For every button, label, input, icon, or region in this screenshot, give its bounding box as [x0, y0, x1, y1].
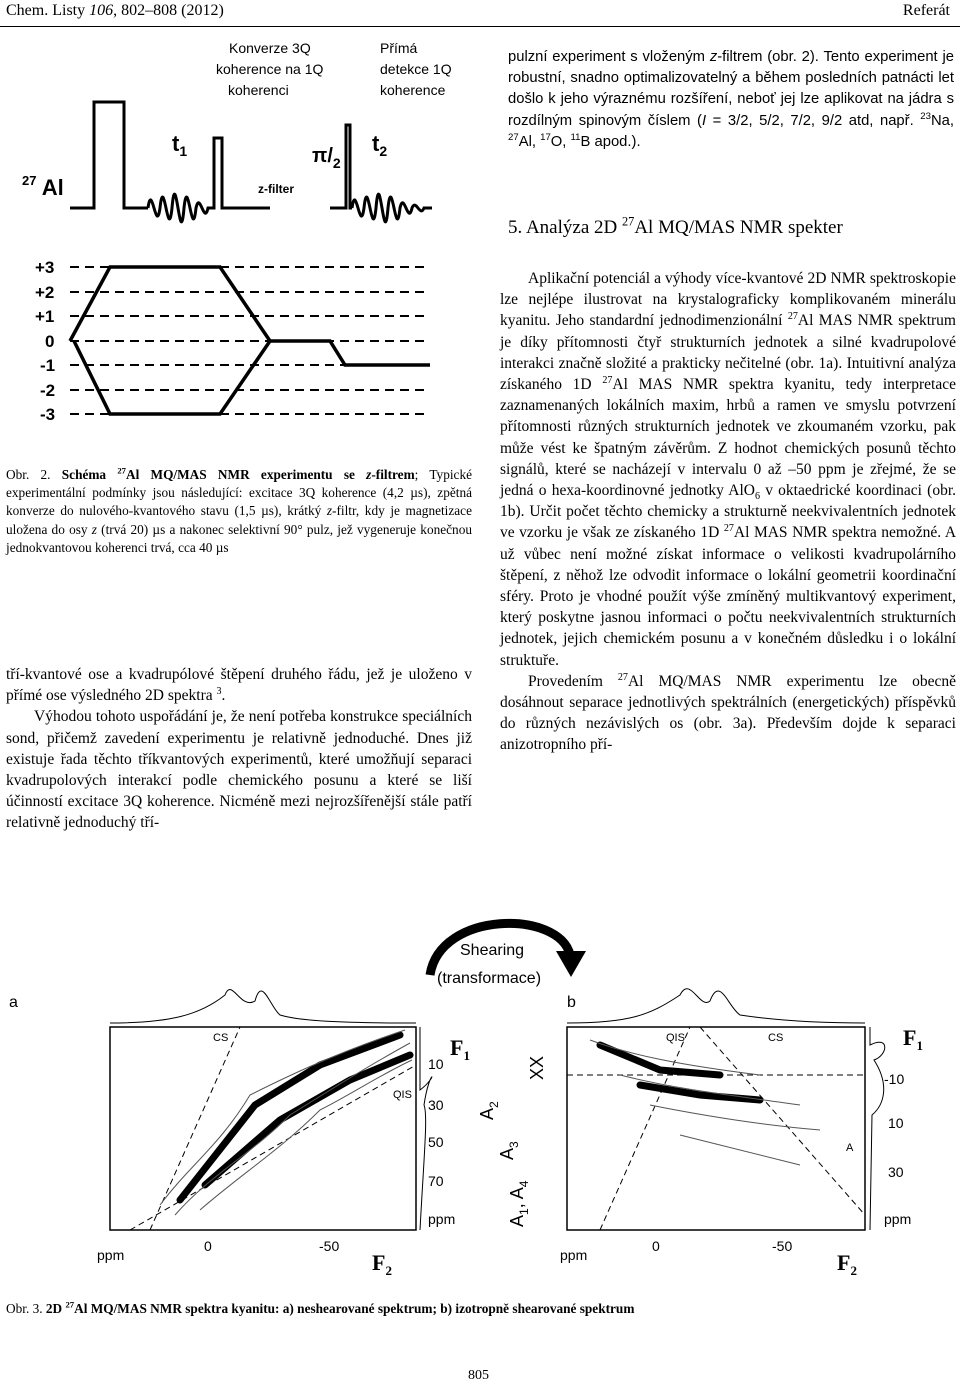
level-0: 0	[45, 332, 55, 351]
panel-b-tick-0: 0	[652, 1238, 660, 1254]
left-paragraph-2: Výhodou tohoto uspořádání je, že není potřeba konstrukce speciálních sond, přičemž zavedení experimentu je relativně jednoduché. Dnes již existuje řada těchto tříkvantových experimentů, které umožňují separaci kvadrupolových interakcí podle chemického posunu a které se liší účinností excitace 3Q koherence. Nicméně mezi nejrozšířenější stále patří relativně jednoduchý tří-	[6, 708, 472, 832]
panel-b-tick-m50: -50	[772, 1238, 793, 1254]
level-plus2: +2	[35, 283, 55, 302]
figure-2-caption: Obr. 2. Schéma $^{27}$Al MQ/MAS NMR experimentu se z-filtrem; Typické experimentální podmínky jsou následující: excitace 3Q koherence (4,2 µs), zpětná konverze do nulového-kvantového stavu (1,5 µs), krátký z-filtr, kdy je magnetizace uložena do osy z (trvá 20) µs a nakonec selektivní 90° pulz, jež vygeneruje konečnou jednokvantovou koherenci trvá, cca 40 µs	[6, 465, 473, 555]
panel-a-label: a	[9, 994, 18, 1011]
panel-a-tick-50: 50	[428, 1134, 444, 1150]
panel-a-tick-10: 10	[428, 1056, 444, 1072]
t1-label: $t_1$	[172, 131, 188, 159]
label-a3: $A_3$	[497, 1141, 521, 1160]
det-label-2: detekce 1Q	[380, 61, 452, 77]
panel-b-ppm-right: ppm	[884, 1211, 912, 1227]
right-column-body	[500, 268, 956, 756]
panel-a-ppm-right: ppm	[428, 1211, 456, 1227]
arrow-head	[556, 951, 586, 977]
panel-a-frame	[110, 1027, 416, 1230]
left-column-text	[6, 664, 472, 834]
level-minus3: -3	[40, 405, 56, 424]
panel-b-cs: CS	[768, 1032, 784, 1044]
conv-label-1: Konverze 3Q	[229, 40, 311, 56]
panel-b-f1: $F_1$	[903, 1025, 923, 1053]
t2-label: $t_2$	[372, 131, 388, 159]
section-label: Referát	[902, 2, 950, 19]
level-plus1: +1	[35, 307, 55, 326]
det-label-3: koherence	[380, 82, 446, 98]
level-minus2: -2	[40, 381, 56, 400]
panel-b-label: b	[567, 994, 576, 1011]
label-a1-a4: $A_1$, $A_4$	[507, 1180, 531, 1227]
panel-a-f2: $F_2$	[372, 1250, 392, 1278]
level-minus1: -1	[40, 356, 56, 375]
panel-b-frame	[567, 1027, 865, 1230]
panel-b-f1-projection	[870, 1027, 885, 1230]
panel-b-ppm-bottom: ppm	[560, 1247, 588, 1263]
left-paragraph-1: tří-kvantové ose a kvadrupólové štěpení druhého řádu, jež je uloženo v přímé ose výsledného 2D spektra $^3$.	[6, 666, 472, 705]
conv-label-3: koherenci	[228, 82, 289, 98]
panel-a-f2-projection	[110, 990, 416, 1023]
conv-label-2: koherence na 1Q	[216, 61, 324, 77]
panel-a-qis: QIS	[393, 1089, 412, 1101]
panel-b-tick-m10: -10	[884, 1071, 905, 1087]
panel-a-ppm-bottom: ppm	[97, 1247, 125, 1263]
panel-b-tick-30: 30	[888, 1164, 904, 1180]
figure-2-pulse-sequence	[0, 30, 480, 460]
panel-b-qis: QIS	[666, 1032, 685, 1044]
panel-a-cs: CS	[213, 1032, 229, 1044]
panel-a-tick-70: 70	[428, 1173, 444, 1189]
shearing-label: Shearing	[460, 942, 525, 959]
right-paragraph-1: Aplikační potenciál a výhody více-kvantové 2D NMR spektroskopie lze nejlépe ilustrovat na krystalograficky komplikovaném minerálu kyanitu. Jeho standardní jednodimenzionální $^{27}$Al MAS NMR spektrum je díky přítomnosti čtyř strukturních jednotek a silné kvadrupolové interakci značně složité a prakticky nečitelné (obr. 1a). Intuitivní analýza získaného 1D $^{27}$Al MAS NMR spektra kyanitu, tedy interpretace zaznamenaných lokálních maxim, hrbů a ramen ve smyslu potvrzení přítomnosti různých strukturních jednotek ve zkoumaném vzorku, pak může vést ke špatným závěrům. Z hodnot chemických posunů těchto signálů, které se nacházejí v intervalu 0 až –50 ppm je zřejmé, že se jedná o hexa-koordinovné jednotky AlO$_6$ v oktaedrické koordinaci (obr. 1b). Určit počet těchto chemicky a strukturně neekvivalentních jednotek ve vzorku je však ze získaného 1D $^{27}$Al MAS NMR spektra nemožné. A už vůbec není možné získat informace o velikosti kvadrupolárního štěpení, z něhož lze odvodit informace o lokální geometrii koordinační sféry. Proto je vhodné použít výše zmíněný multikvantový experiment, který poskytne jasnou informaci o počtu neekvivalentních strukturních jednotek, jejich chemickém posunu a v konečném důsledku i o lokální struktuře.	[500, 270, 957, 669]
nucleus-label: $^{27}$ Al	[22, 173, 64, 200]
figure-3-spectra	[0, 915, 960, 1295]
panel-a-tick-m50: -50	[319, 1238, 340, 1254]
page-header	[0, 0, 960, 27]
label-xx: XX	[527, 1055, 547, 1080]
label-a2: $A_2$	[477, 1101, 501, 1120]
journal-citation: Chem. Listy 106, 802–808 (2012)	[6, 2, 224, 19]
panel-a-tick-0: 0	[204, 1238, 212, 1254]
panel-a-f1: $F_1$	[450, 1035, 470, 1063]
page-number: 805	[468, 1368, 489, 1383]
det-label-1: Přímá	[380, 40, 418, 56]
section-heading: 5. Analýza 2D $^{27}$Al MQ/MAS NMR spekter	[508, 214, 843, 238]
panel-b-f2: $F_2$	[837, 1250, 857, 1278]
panel-b-A: A	[846, 1142, 854, 1154]
level-plus3: +3	[35, 258, 55, 277]
panel-b-tick-10: 10	[888, 1115, 904, 1131]
pi-half-label: $\pi/_2$	[312, 145, 341, 171]
zfilter-label: z-filter	[258, 182, 294, 196]
panel-b-f2-projection	[567, 989, 865, 1023]
figure-3-caption: Obr. 3. 2D $^{27}$Al MQ/MAS NMR spektra kyanitu: a) neshearované spektrum; b) izotropně shearované spektrum	[6, 1299, 635, 1316]
right-paragraph-2: Provedením $^{27}$Al MQ/MAS NMR experimentu lze obecně dosáhnout separace jednotlivých spektrálních (energetických) příspěvků do různých nezávislých os (obr. 3a). Především dojde k separaci anizotropního pří-	[500, 671, 956, 754]
right-column-top: pulzní experiment s vloženým z-filtrem (obr. 2). Tento experiment je robustní, snadno optimalizovatelný a během posledních patnácti let došlo k jeho výraznému rozšíření, neboť jej lze aplikovat na jádra s rozdílným spinovým číslem (I = 3/2, 5/2, 7/2, 9/2 atd, např. $^{23}$Na, $^{27}$Al, $^{17}$O, $^{11}$B apod.).	[508, 49, 954, 150]
transform-label: (transformace)	[437, 970, 542, 987]
panel-a-tick-30: 30	[428, 1097, 444, 1113]
